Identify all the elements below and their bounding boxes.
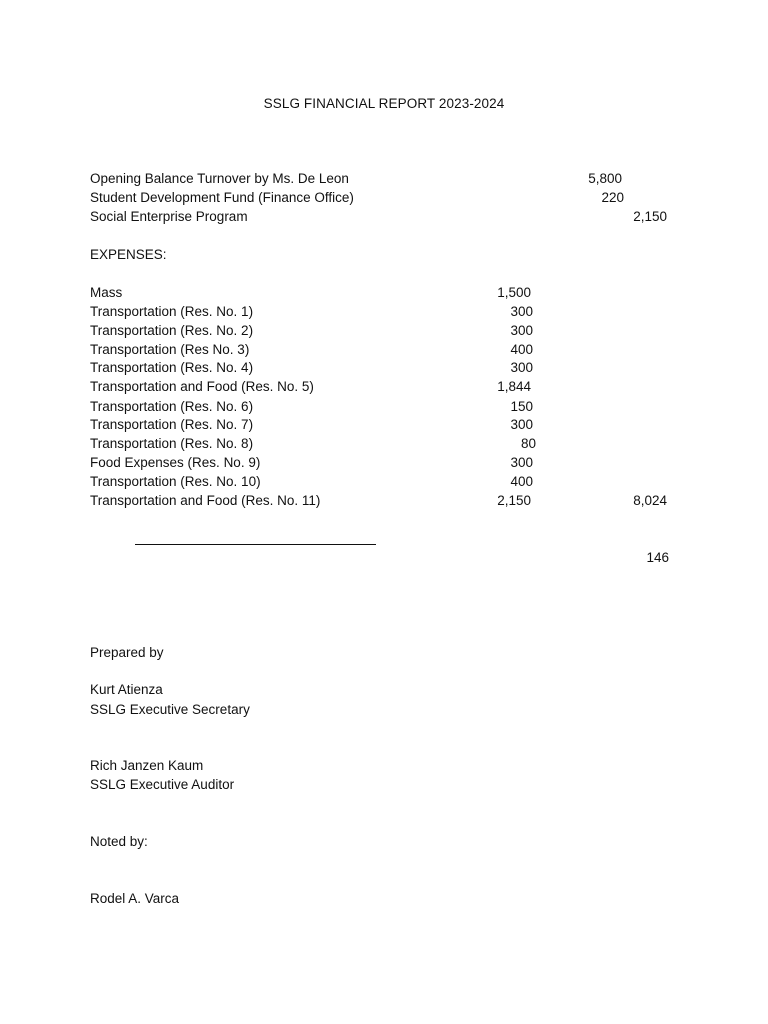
expense-label: Transportation (Res. No. 2) — [90, 323, 254, 338]
expense-amount: 1,500 — [497, 285, 531, 300]
expense-label: Transportation (Res. No. 6) — [90, 399, 254, 414]
preparer-name: Kurt Atienza — [90, 682, 163, 697]
expense-label: Food Expenses (Res. No. 9) — [90, 455, 261, 470]
expense-amount: 80 — [520, 436, 536, 451]
expense-label: Transportation (Res. No. 8) — [90, 436, 254, 451]
expense-amount: 400 — [510, 342, 533, 357]
preparer-position: SSLG Executive Secretary — [90, 702, 250, 717]
expense-label: Transportation (Res. No. 10) — [90, 474, 261, 489]
expense-amount: 300 — [510, 323, 533, 338]
divider-line — [135, 544, 376, 545]
report-title: SSLG FINANCIAL REPORT 2023-2024 — [263, 96, 505, 111]
preparer-name: Rich Janzen Kaum — [90, 758, 204, 773]
expense-amount: 300 — [510, 417, 533, 432]
remaining-balance: 146 — [646, 550, 669, 565]
income-amount-opening-balance: 5,800 — [588, 171, 622, 186]
expenses-heading: EXPENSES: — [90, 247, 167, 262]
income-amount-student-development-fund: 220 — [601, 190, 624, 205]
expense-label: Mass — [90, 285, 123, 300]
income-label-student-development-fund: Student Development Fund (Finance Office) — [90, 190, 354, 205]
expenses-total: 8,024 — [633, 493, 667, 508]
expense-amount: 400 — [510, 474, 533, 489]
preparer-position: SSLG Executive Auditor — [90, 777, 235, 792]
income-amount-social-enterprise: 2,150 — [633, 209, 667, 224]
expense-amount: 2,150 — [497, 493, 531, 508]
income-label-social-enterprise: Social Enterprise Program — [90, 209, 248, 224]
noted-by-name: Rodel A. Varca — [90, 891, 180, 906]
expense-amount: 300 — [510, 455, 533, 470]
expense-label: Transportation and Food (Res. No. 11) — [90, 493, 321, 508]
expense-label: Transportation and Food (Res. No. 5) — [90, 379, 314, 394]
expense-label: Transportation (Res. No. 7) — [90, 417, 254, 432]
noted-by-label: Noted by: — [90, 834, 148, 849]
income-label-opening-balance: Opening Balance Turnover by Ms. De Leon — [90, 171, 349, 186]
prepared-by-label: Prepared by — [90, 645, 164, 660]
expense-amount: 300 — [510, 304, 533, 319]
expense-amount: 300 — [510, 360, 533, 375]
expense-amount: 1,844 — [497, 379, 531, 394]
expense-label: Transportation (Res. No. 4) — [90, 360, 254, 375]
expense-label: Transportation (Res. No. 1) — [90, 304, 254, 319]
expense-label: Transportation (Res No. 3) — [90, 342, 250, 357]
expense-amount: 150 — [510, 399, 533, 414]
